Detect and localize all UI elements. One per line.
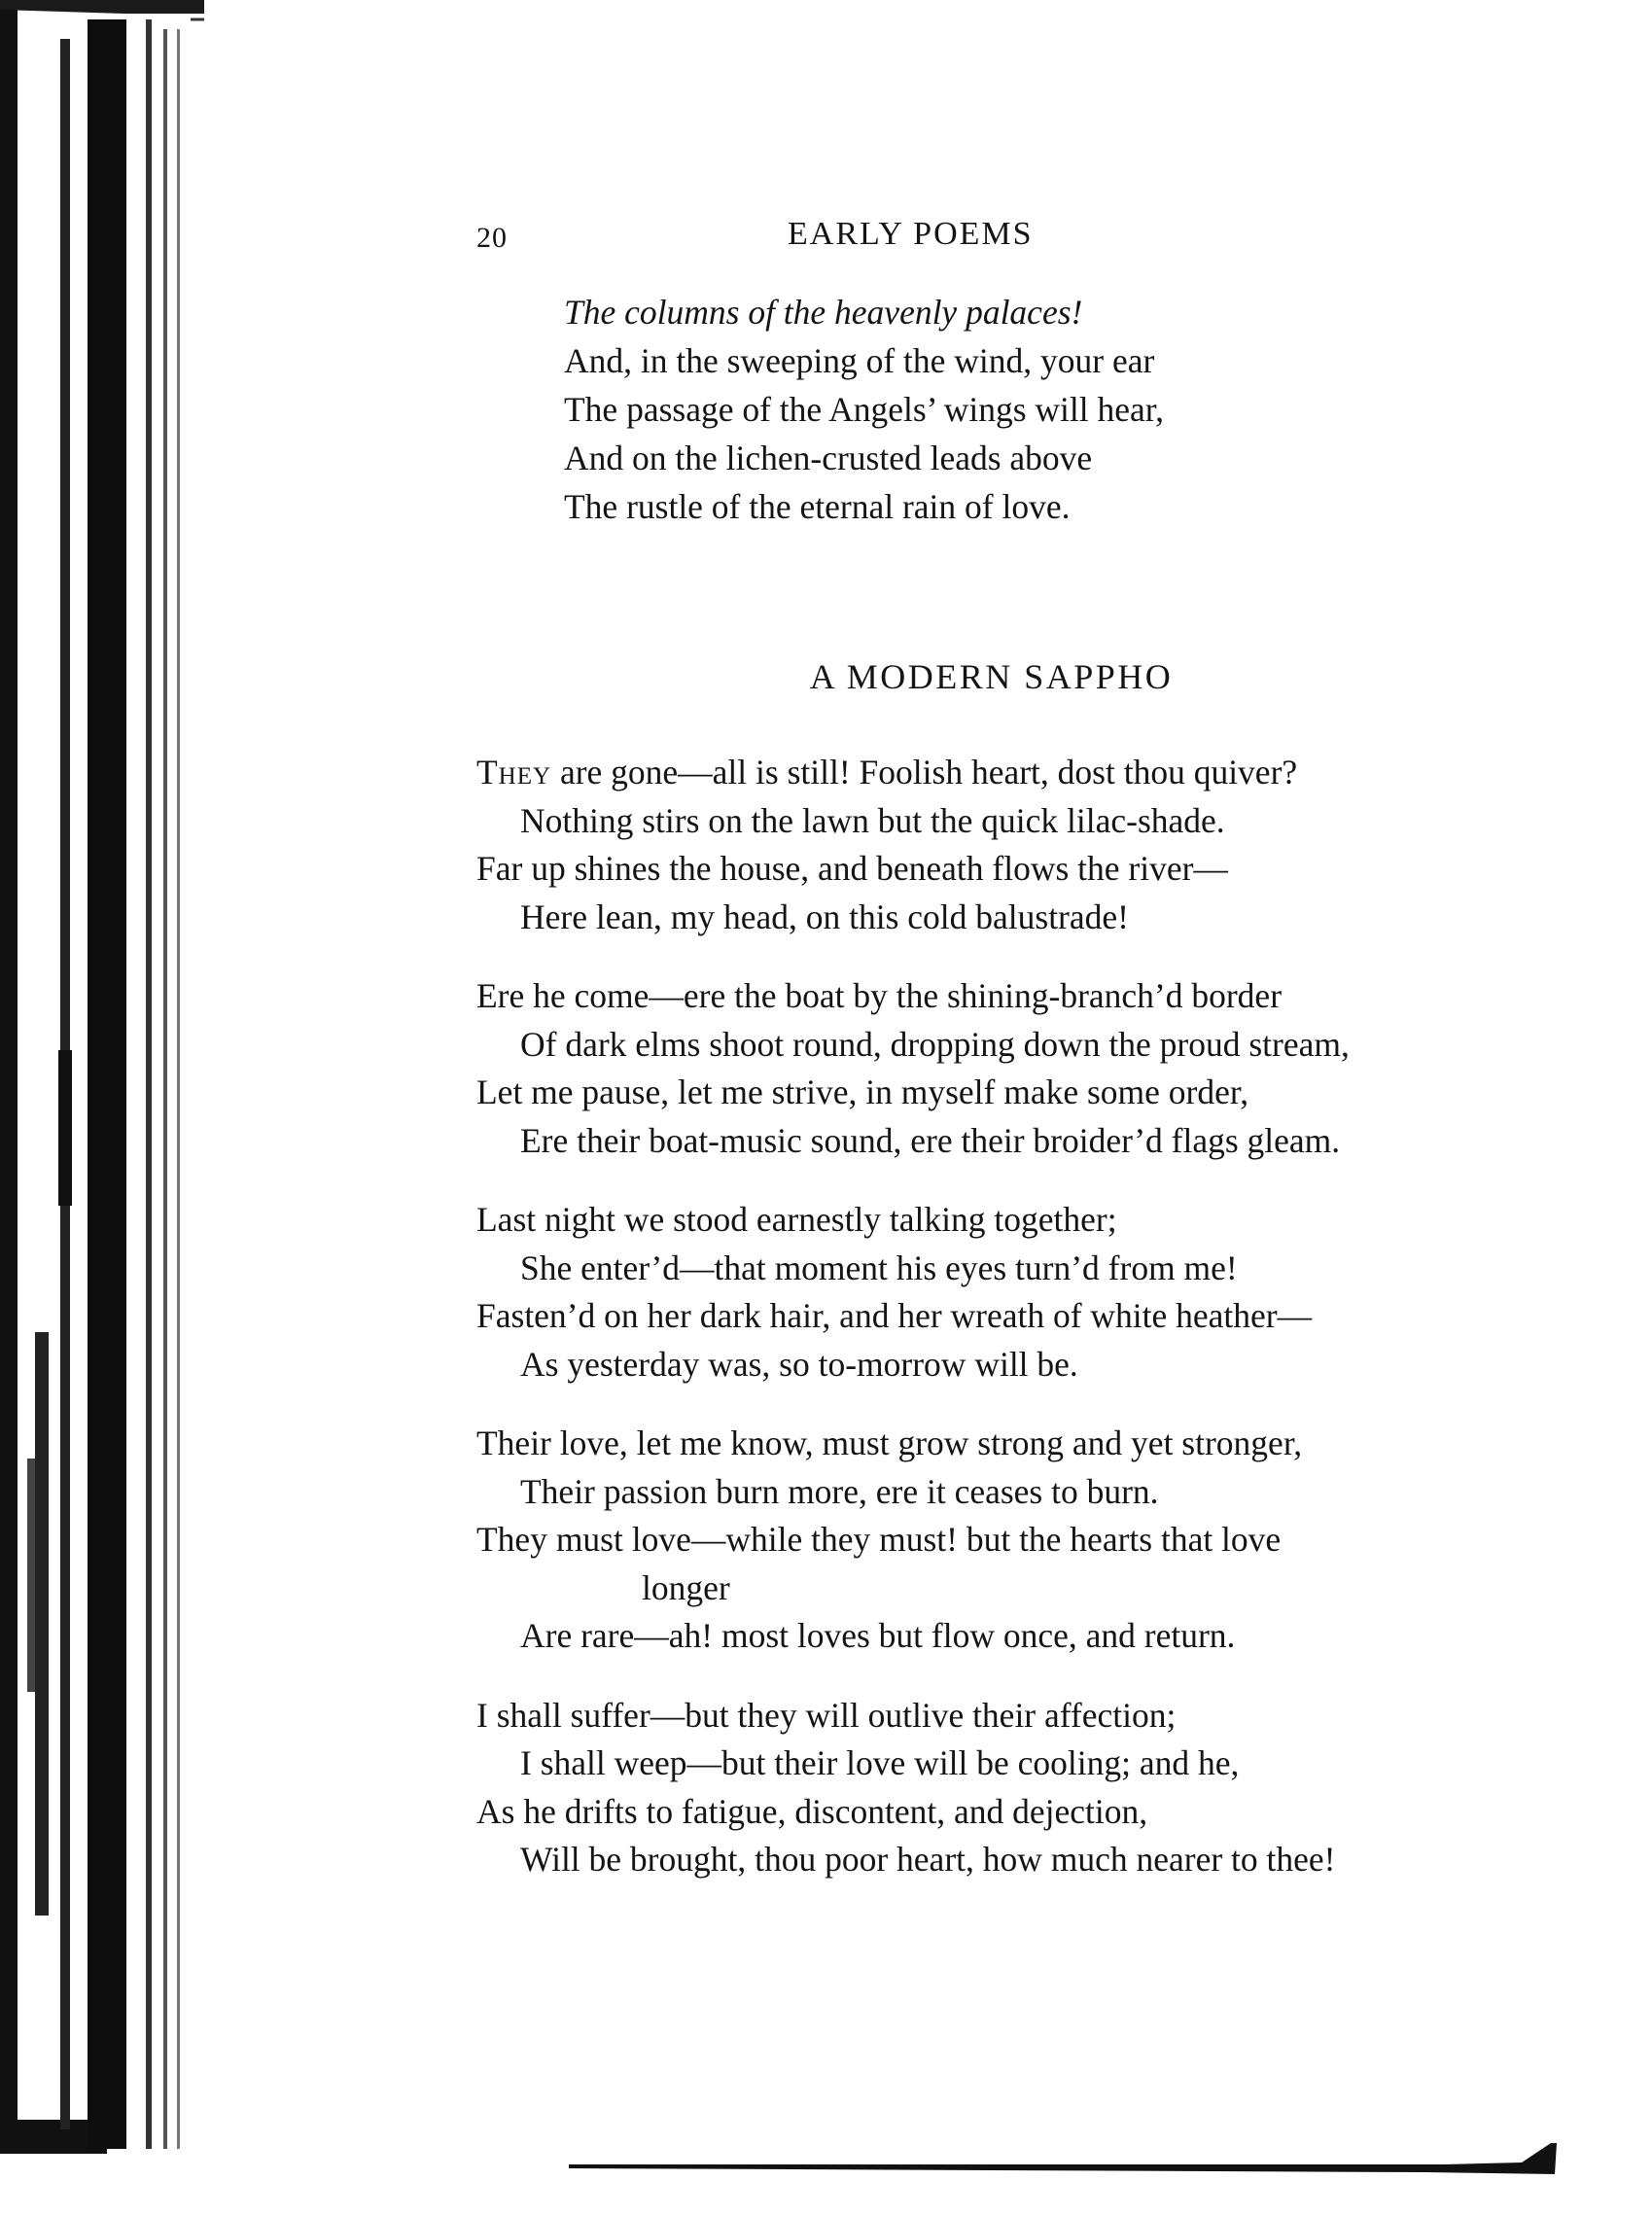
poem-body xyxy=(476,749,1507,1916)
poem-line: Last night we stood earnestly talking together; xyxy=(476,1200,1117,1239)
initial-word: They xyxy=(476,753,552,791)
poem-line: They must love—while they must! but the hearts that love xyxy=(476,1520,1282,1559)
poem-line: Their passion burn more, ere it ceases to burn. xyxy=(520,1471,1159,1511)
poem-line: The passage of the Angels’ wings will hear, xyxy=(564,390,1165,429)
poem-line-continuation: longer xyxy=(642,1567,730,1607)
poem-line xyxy=(476,749,1507,797)
stanza xyxy=(476,972,1507,1165)
line-text: are gone—all is still! Foolish heart, dost thou quiver? xyxy=(559,753,1298,791)
stanza xyxy=(476,1196,1507,1389)
binding-gutter xyxy=(0,0,204,2215)
poem-line: Nothing stirs on the lawn but the quick lilac-shade. xyxy=(520,800,1225,840)
running-title: EARLY POEMS xyxy=(788,216,1034,252)
stanza xyxy=(476,1420,1507,1661)
poem-line: The columns of the heavenly palaces! xyxy=(564,293,1083,332)
poem-line: And on the lichen-crusted leads above xyxy=(564,439,1093,477)
poem-line: As he drifts to fatigue, discontent, and dejection, xyxy=(476,1791,1148,1831)
poem-line: And, in the sweeping of the wind, your ear xyxy=(564,341,1155,380)
poem-line: I shall weep—but their love will be cooling; and he, xyxy=(520,1743,1240,1782)
poem-line: Far up shines the house, and beneath flows the river— xyxy=(476,849,1228,888)
poem-line: Will be brought, thou poor heart, how much nearer to thee! xyxy=(520,1840,1336,1879)
poem-line: Let me pause, let me strive, in myself make some order, xyxy=(476,1072,1249,1111)
previous-poem-ending xyxy=(564,288,1164,531)
poem-line: Fasten’d on her dark hair, and her wreath of white heather— xyxy=(476,1296,1313,1335)
poem-line: Ere their boat-music sound, ere their broider’d flags gleam. xyxy=(520,1120,1341,1160)
poem-line: She enter’d—that moment his eyes turn’d from me! xyxy=(520,1248,1238,1287)
poem-line: As yesterday was, so to-morrow will be. xyxy=(520,1344,1078,1384)
poem-line: Of dark elms shoot round, dropping down the proud stream, xyxy=(520,1024,1350,1064)
stanza xyxy=(476,1692,1507,1884)
poem-line: I shall suffer—but they will outlive their affection; xyxy=(476,1695,1177,1735)
running-head xyxy=(0,212,1652,261)
poem-title: A MODERN SAPPHO xyxy=(809,657,1174,696)
poem-line: The rustle of the eternal rain of love. xyxy=(564,487,1071,526)
poem-line: Their love, let me know, must grow strong and yet stronger, xyxy=(476,1424,1303,1462)
page-edge-rule xyxy=(569,2139,1561,2178)
stanza xyxy=(476,749,1507,941)
poem-line: Here lean, my head, on this cold balustrade! xyxy=(520,897,1129,936)
poem-line: Ere he come—ere the boat by the shining-branch’d border xyxy=(476,976,1283,1015)
page-number: 20 xyxy=(476,222,508,254)
poem-line: Are rare—ah! most loves but flow once, and return. xyxy=(520,1616,1236,1655)
